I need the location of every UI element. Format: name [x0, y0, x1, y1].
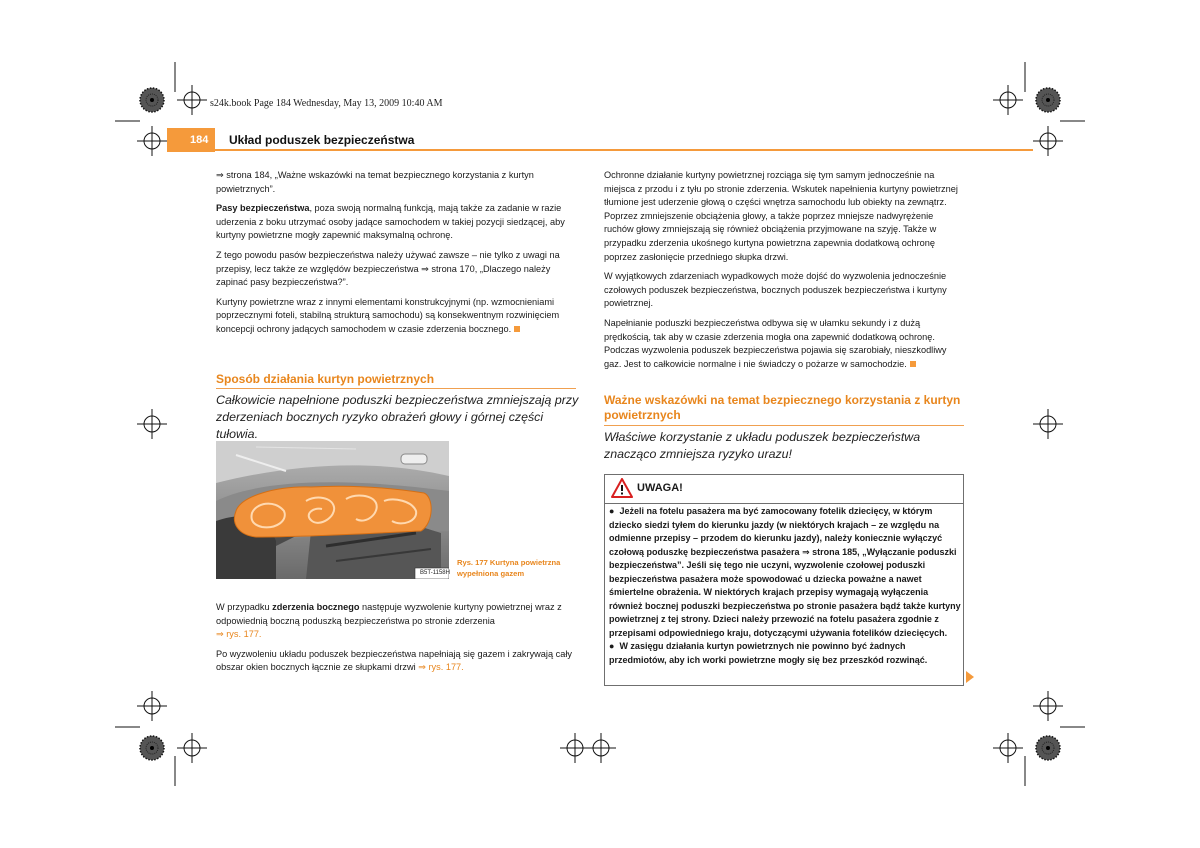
- print-slug: s24k.book Page 184 Wednesday, May 13, 2009 10:40 AM: [210, 98, 443, 109]
- section-rule: [604, 425, 964, 426]
- figure-caption: Rys. 177 Kurtyna powietrzna wypełniona gazem: [457, 558, 561, 578]
- lead-paragraph: Właściwe korzystanie z układu poduszek bezpieczeństwa znacząco zmniejsza ryzyko urazu!: [604, 430, 921, 461]
- warning-triangle-icon: [611, 478, 633, 498]
- paragraph: W przypadku zderzenia bocznego następuje wyzwolenie kurtyny powietrznej wraz z odpowiednią boczną poduszką bezpieczeństwa po stronie zderzenia ⇒ rys. 177.: [216, 602, 562, 640]
- figure-reference-link[interactable]: ⇒ rys. 177.: [418, 662, 464, 673]
- paragraph: W wyjątkowych zdarzeniach wypadkowych może dojść do wyzwolenia jednocześnie czołowych poduszek bezpieczeństwa, bocznych poduszek bezpieczeństwa i kurtyny powietrznej.: [604, 271, 947, 309]
- section-rule: [216, 388, 576, 389]
- paragraph: Ochronne działanie kurtyny powietrznej rozciąga się tym samym jednocześnie na miejsca z przodu i z tyłu po stronie zderzenia. Wskutek napełnienia kurtyny powietrznej tłumione jest uderzenie głową o części wnętrza samochodu lub obiekty na zewnątrz. Poprzez zmniejszenie obciążenia głowy, a także poprzez mniejsze nadwyrężenie ruchów głowy zmniejszają się również obciążenia przyjmowane na szyję. Także w przypadku zderzenia ukośnego kurtyna powietrzna zapewnia dodatkową ochronę poprzez zasłonięcie przedniego słupka drzwi.: [604, 170, 958, 262]
- running-header-title: Układ poduszek bezpieczeństwa: [229, 133, 415, 147]
- section-title: Sposób działania kurtyn powietrznych: [216, 372, 435, 386]
- continue-arrow-icon: [966, 671, 974, 683]
- left-column-text-lower: [216, 601, 578, 681]
- warning-header: [605, 475, 963, 504]
- lead-paragraph: Całkowicie napełnione poduszki bezpieczeństwa zmniejszają przy zderzeniach bocznych ryzyko obrażeń głowy i górnej części tułowia.: [216, 393, 579, 441]
- paragraph: Pasy bezpieczeństwa, poza swoją normalną funkcją, mają także za zadanie w razie uderzenia z boku utrzymać osoby jadące samochodem w takiej pozycji siedzącej, aby kurtyny powietrzne mogły zapewnić maksymalną ochronę.: [216, 203, 565, 241]
- figure-code: B5T-1158H: [420, 570, 450, 576]
- warning-bullet: ● W zasięgu działania kurtyn powietrznych nie powinno być żadnych przedmiotów, aby ich worki powietrzne mogły się bez przeszkód rozwinąć.: [609, 641, 928, 665]
- figure-curtain-airbag-illustration: [216, 441, 449, 579]
- paragraph: ⇒ strona 184, „Ważne wskazówki na temat bezpiecznego korzystania z kurtyn powietrznych”.: [216, 170, 534, 194]
- left-column-text: [216, 169, 576, 343]
- end-of-section-square-icon: [514, 326, 520, 332]
- paragraph: Po wyzwoleniu układu poduszek bezpieczeństwa napełniają się gazem i zakrywają cały obszar okien bocznych łącznie ze słupkami drzwi ⇒ rys. 177.: [216, 648, 572, 673]
- page-number: 184: [190, 134, 209, 146]
- end-of-section-square-icon: [910, 361, 916, 367]
- section-title: Ważne wskazówki na temat bezpiecznego korzystania z kurtyn powietrznych: [604, 393, 961, 422]
- paragraph: Z tego powodu pasów bezpieczeństwa należy używać zawsze – nie tylko z uwagi na przepisy, lecz także ze względów bezpieczeństwa ⇒ strona 170, „Dlaczego należy zapinać pasy bezpieczeństwa?”.: [216, 249, 560, 288]
- warning-box: [604, 474, 964, 686]
- bold-term: Pasy bezpieczeństwa: [216, 203, 310, 214]
- warning-bullet: ● Jeżeli na fotelu pasażera ma być zamocowany fotelik dziecięcy, w którym dziecko siedzi tyłem do kierunku jazdy (w niektórych krajach – ze względu na odmienne przepisy – przodem do kierunku jazdy), należy koniecznie wyłączyć czołową poduszkę bezpieczeństwa pasażera ⇒ strona 185, „Wyłączanie poduszki bezpieczeństwa”. Jeśli się tego nie uczyni, wyzwolenie czołowej poduszki bezpieczeństwa pasażera może spowodować u dziecka poważne a nawet śmiertelne obrażenia. W niektórych krajach przepisy wymagają wyłączenia również bocznej poduszki bezpieczeństwa po stronie pasażera bądź także kurtyny powietrznej z tej strony. Dzieci należy przewozić na fotelu pasażera zgodnie z przepisami odpowiedniego kraju, dotyczącymi używania fotelików dziecięcych.: [609, 506, 961, 638]
- warning-body: [609, 505, 961, 667]
- right-column-text: [604, 169, 964, 377]
- paragraph: Kurtyny powietrzne wraz z innymi elementami konstrukcyjnymi (np. wzmocnieniami poprzecznymi foteli, stabilną strukturą samochodu) są konsekwentnym rozwinięciem koncepcji ochrony jadących samochodem w czasie zderzenia bocznego.: [216, 296, 560, 334]
- paragraph: Napełnianie poduszki bezpieczeństwa odbywa się w ułamku sekundy i z dużą prędkością, tak aby w czasie zderzenia mogła ona zapewnić dodatkową ochronę. Podczas wyzwolenia poduszek bezpieczeństwa pojawia się szarobiały, nieszkodliwy gaz. Jest to całkowicie normalne i nie świadczy o pożarze w samochodzie.: [604, 317, 947, 369]
- header-rule: [215, 149, 1033, 151]
- warning-title: UWAGA!: [637, 482, 683, 494]
- figure-reference-link[interactable]: ⇒ rys. 177.: [216, 629, 262, 640]
